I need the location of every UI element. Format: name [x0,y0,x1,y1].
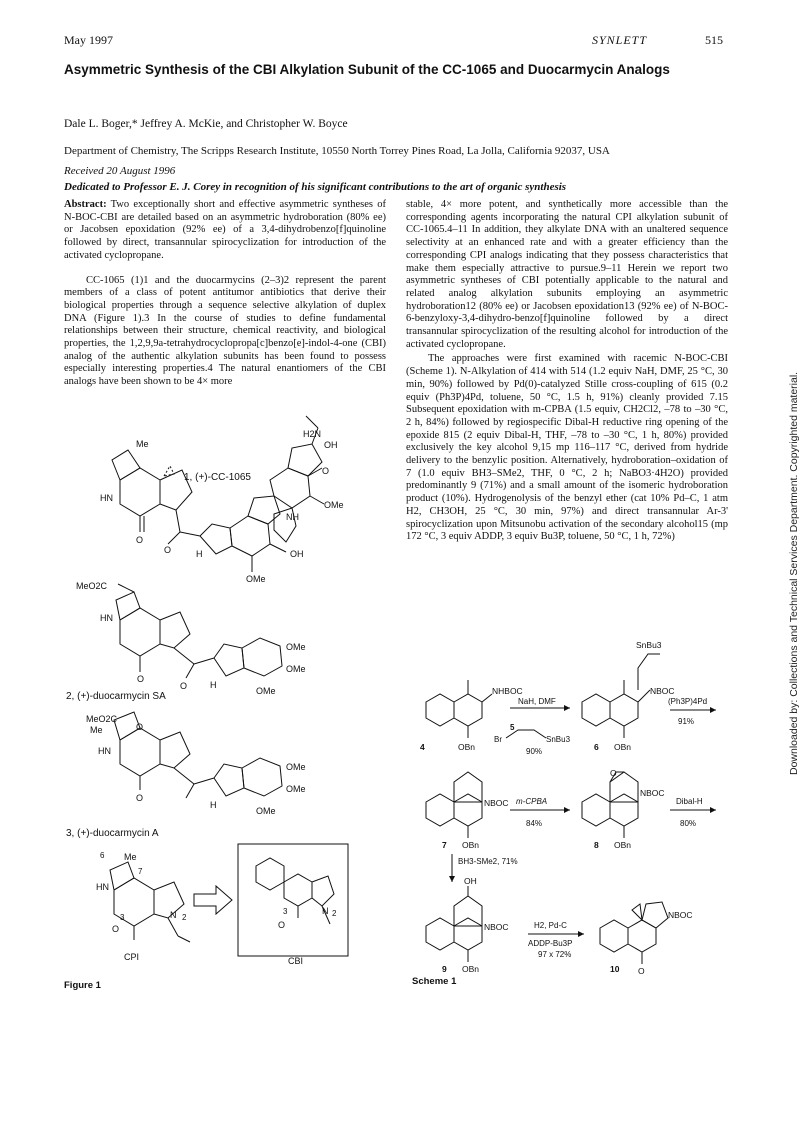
cmpd6-nboc-label: NBOC [650,686,675,696]
compound-10-structure [600,902,668,964]
step2-reagent: (Ph3P)4Pd [668,697,708,706]
duosa-ome2-label: OMe [286,664,306,674]
right-paragraph-1: stable, 4× more potent, and synthetically more accessible than the corresponding agents incorporating the natural CPI alkylation subunit of CC-1065.4–11 In addition, they alkylate DNA with an unaltered sequence selectivity at an enhanced rate and with a greater efficiency than the corresponding CPI analogs indicating that they possess characteristics that make them especially attractive to pursue.9–11 Herein we report two asymmetric syntheses of CBI potentially applicable to the natural and related analog alkylation subunits employing an asymmetric hydroboration12 (80% ee) or Jacobsen epoxidation13 (92% ee) of N-BOC-6-benzyloxy-3,4-dihydro-benzo[f]quinoline followed by a direct transannular spirocyclization of the resulting alcohol for introduction of the activated cyclopropane. [406,199,728,350]
step2-yield: 91% [678,717,695,726]
cmpd8-obn-label: OBn [614,840,632,850]
cmpd4-nhboc-label: NHBOC [492,686,523,696]
duosa-ome3-label: OMe [256,686,276,696]
cmpd7-nboc-label: NBOC [484,798,509,808]
step6b-reagent: ADDP-Bu3P [528,939,573,948]
cpi-label: CPI [124,952,140,962]
cc1065-oh-top-label: OH [324,440,338,450]
cc1065-ome2-label: OMe [246,574,266,584]
cc1065-h2n-label: H2N [303,429,322,439]
dedication: Dedicated to Professor E. J. Corey in recognition of his significant contributions to the art of organic synthesis [64,181,567,193]
cc1065-h-label: H [196,549,203,559]
step1-reagent: NaH, DMF [518,697,556,706]
duoa-ome1-label: OMe [286,762,306,772]
figure-1 [60,420,400,995]
download-watermark-text: Downloaded by: Collections and Technical Services Department. Copyrighted material. [788,371,800,775]
compound-7-structure [426,772,482,838]
cpi-to-cbi-arrow [194,886,232,914]
cpi-num2-label: 2 [182,913,187,922]
authors: Dale L. Boger,* Jeffrey A. McKie, and Christopher W. Boyce [64,118,348,130]
reagent-5-br: Br [494,735,502,744]
header-date: May 1997 [64,33,113,47]
cc1065-hn-label: HN [100,493,113,503]
duocarmycin-sa-label: 2, (+)-duocarmycin SA [66,691,166,702]
cpi-hn-label: HN [96,882,109,892]
cpi-me-label: Me [124,852,137,862]
cbi-n-label: N [322,906,329,916]
compound-6-structure [582,654,660,738]
compound-4-label: 4 [420,742,425,752]
right-column [406,199,728,544]
duosa-o2-label: O [180,681,188,691]
scheme-1-caption: Scheme 1 [412,976,457,987]
figure-1-caption: Figure 1 [64,980,101,991]
abstract [64,199,386,263]
step6a-reagent: H2, Pd-C [534,921,567,930]
cpi-structure [110,862,190,942]
compound-6-label: 6 [594,742,599,752]
left-column [64,199,386,389]
article-title: Asymmetric Synthesis of the CBI Alkylation Subunit of the CC-1065 and Duocarmycin Analogs [64,62,670,77]
cmpd9-oh-label: OH [464,876,477,886]
cmpd8-o-label: O [610,768,617,778]
abstract-text: Two exceptionally short and effective asymmetric syntheses of N-BOC-CBI are detailed based on an asymmetric hydroboration (80% ee) or Jacobsen epoxidation (92% ee) of a 3,4-dihydrobenzo[f]quinoline followed by direct, transannular spirocyclization for introduction of the activated cyclopropane. [64,199,386,261]
cmpd10-nboc-label: NBOC [668,910,693,920]
arrow-step-3-head [564,807,570,813]
arrow-step-2-head [710,707,716,713]
cbi-num2-label: 2 [332,909,337,918]
duoa-hn-label: HN [98,746,111,756]
cmpd9-obn-label: OBn [462,964,480,974]
duoa-meo2c-label: MeO2C [86,714,118,724]
step5-reagent: BH3-SMe2, 71% [458,857,518,866]
step4-yield: 80% [680,819,697,828]
compound-7-label: 7 [442,840,447,850]
step4-reagent: Dibal-H [676,797,703,806]
duoa-ome3-label: OMe [256,806,276,816]
duosa-hn-label: HN [100,613,113,623]
reagent-5-label: 5 [510,723,515,732]
received-date: Received 20 August 1996 [64,165,176,177]
cc1065-ome-label: OMe [324,500,344,510]
cc1065-oh-label: OH [290,549,304,559]
cc1065-o-label: O [136,535,144,545]
duoa-o-top-label: O [136,722,144,732]
compound-8-structure [582,772,638,838]
cpi-n-label: N [170,910,177,920]
cmpd7-obn-label: OBn [462,840,480,850]
compound-9-label: 9 [442,964,447,974]
cbi-o-label: O [278,920,286,930]
arrow-step-6-head [578,931,584,937]
cc1065-me-label: Me [136,439,149,449]
cc1065-label: 1, (+)-CC-1065 [184,472,251,483]
step3-yield: 84% [526,819,543,828]
duosa-h-label: H [210,680,217,690]
compound-10-label: 10 [610,964,620,974]
arrow-step-5-head [449,876,455,882]
cmpd9-nboc-label: NBOC [484,922,509,932]
duoa-h-label: H [210,800,217,810]
cpi-num7-label: 7 [138,867,143,876]
duosa-ome1-label: OMe [286,642,306,652]
header-page-number: 515 [705,33,723,47]
cmpd4-obn-label: OBn [458,742,476,752]
arrow-step-1-head [564,705,570,711]
right-paragraph-2: The approaches were first examined with racemic N-BOC-CBI (Scheme 1). N-Alkylation of 414 with 514 (1.2 equiv NaH, DMF, 25 °C, 30 min, 90%) followed by Pd(0)-catalyzed Stille cross-coupling of 615 (0.2 equiv (Ph3P)4Pd, toluene, 50 °C, 1.5 h, 91%) cleanly provided 7.15 Subsequent epoxidation with m-CPBA (1.5 equiv, CH2Cl2, –78 to –30 °C, 2 h, 84%) followed by regiospecific Dibal-H reductive ring opening of the epoxide 815 (2 equiv Dibal-H, THF, –78 to –30 °C, 1 h, 80%) provided exclusively the key alcohol 9,15 mp 116–117 °C, derived from hydride delivery to the benzylic position. Alternatively, hydroboration–oxidation of 7 (1.0 equiv BH3–SMe2, THF, 0 °C, 2 h; NaBO3·4H2O) provided predominantly 9 (71%) and a small amount of the isomeric hydroboration product (10%). Hydrogenolysis of the benzyl ether (cat 10% Pd–C, 1 atm H2, CH3OH, 25 °C, 30 min, 97%) and direct transannular Ar-3' spirocyclization upon Mitsunobu activation of the secondary alcohol15 (mp 172 °C, 3 equiv ADDP, 3 equiv Bu3P, toluene, 50 °C, 1 h, 72%) [406,353,728,543]
compound-9-structure [426,886,482,962]
cc1065-o2-label: O [164,545,172,555]
step1-yield: 90% [526,747,543,756]
duosa-meo2c-label: MeO2C [76,581,108,591]
duoa-o-label: O [136,793,144,803]
header-journal: SYNLETT [592,33,648,47]
compound-4-structure [426,680,492,738]
arrow-step-4-head [710,807,716,813]
abstract-label: Abstract: [64,199,107,210]
cpi-o-label: O [112,924,120,934]
cmpd8-nboc-label: NBOC [640,788,665,798]
cmpd6-snbu3-label: SnBu3 [636,640,662,650]
duoa-ome2-label: OMe [286,784,306,794]
duoa-me-label: Me [90,725,103,735]
step6-yield: 97 x 72% [538,950,572,959]
duocarmycin-sa-structure [116,584,282,678]
affiliation: Department of Chemistry, The Scripps Research Institute, 10550 North Torrey Pines Road, La Jolla, California 92037, USA [64,145,610,157]
intro-paragraph: CC-1065 (1)1 and the duocarmycins (2–3)2 represent the parent members of a class of potent antitumor antibiotics that derive their biological properties through a sequence selective alkylation of duplex DNA (Figure 1).3 In the course of studies to define fundamental relationships between their structure, chemical reactivity, and biological properties, the 1,2,9,9a-tetrahydrocyclopropa[c]benzo[e]-indol-4-one (CBI) analog of the authentic alkylation subunits has been found to possess especially interesting properties.4 The natural enantiomers of the CBI analogs have been shown to be 4× more [64,274,386,388]
scheme-1 [406,632,736,982]
cmpd10-o-label: O [638,966,645,976]
reagent-5-snbu3: SnBu3 [546,735,571,744]
cpi-num6-label: 6 [100,851,105,860]
duosa-o-label: O [137,674,145,684]
compound-8-label: 8 [594,840,599,850]
cmpd6-obn-label: OBn [614,742,632,752]
cc1065-nh-label: NH [286,512,299,522]
cbi-label: CBI [288,956,304,966]
cpi-num3-label: 3 [120,913,125,922]
cc1065-o3-label: O [322,466,330,476]
step3-reagent: m-CPBA [516,797,548,806]
cbi-box [238,844,348,956]
cbi-num3-label: 3 [283,907,288,916]
duocarmycin-a-label: 3, (+)-duocarmycin A [66,828,159,839]
download-watermark [772,371,800,775]
